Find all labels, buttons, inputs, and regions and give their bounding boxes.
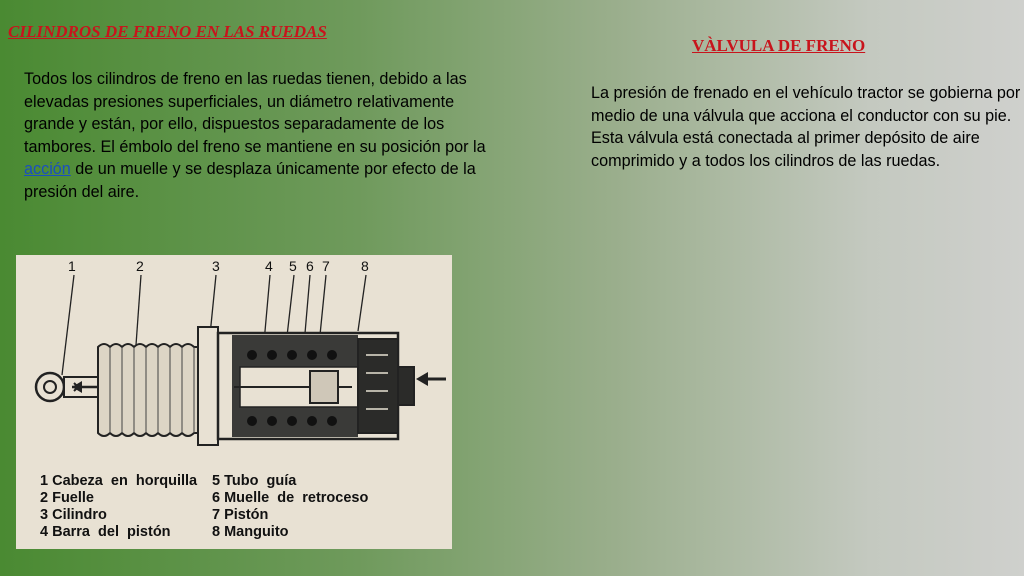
accion-link[interactable]: acción	[24, 160, 71, 179]
left-title: CILINDROS DE FRENO EN LAS RUEDAS	[8, 22, 327, 41]
bellows	[98, 344, 198, 436]
cylinder-body	[198, 327, 446, 445]
part-number-7: 7	[322, 258, 330, 274]
legend-item-2: 2 Fuelle	[40, 490, 94, 506]
right-title: VÀLVULA DE FRENO	[692, 36, 866, 55]
brake-cylinder-diagram	[16, 255, 452, 549]
legend-item-4: 4 Barra del pistón	[40, 524, 171, 540]
right-paragraph: La presión de frenado en el vehículo tractor se gobierna por medio de una válvula que acciona el conductor con su pie. Esta válvula está conectada al primer depósito de aire comprimido y a todos los cilindros de las ruedas.	[591, 84, 1021, 170]
legend-item-6: 6 Muelle de retroceso	[212, 490, 369, 506]
fork-head	[36, 373, 98, 401]
part-number-6: 6	[306, 258, 314, 274]
part-numbers	[68, 258, 369, 274]
legend-item-8: 8 Manguito	[212, 524, 289, 540]
legend-item-1: 1 Cabeza en horquilla	[40, 473, 198, 489]
part-number-2: 2	[136, 258, 144, 274]
part-number-3: 3	[212, 258, 220, 274]
left-text-before: Todos los cilindros de freno en las ruedas tienen, debido a las elevadas presiones superficiales, un diámetro relativamente grande y están, por ello, dispuestos separadamente de los tambores. El émbolo del freno se mantiene en su posición por la	[24, 70, 486, 156]
parts-legend	[40, 473, 368, 540]
left-paragraph	[24, 68, 504, 204]
brake-cylinder-figure	[16, 255, 452, 549]
part-number-4: 4	[265, 258, 273, 274]
part-number-1: 1	[68, 258, 76, 274]
legend-item-3: 3 Cilindro	[40, 507, 107, 523]
legend-item-5: 5 Tubo guía	[212, 473, 297, 489]
legend-item-7: 7 Pistón	[212, 507, 269, 523]
part-number-8: 8	[361, 258, 369, 274]
part-number-5: 5	[289, 258, 297, 274]
left-text-after: de un muelle y se desplaza únicamente por efecto de la presión del aire.	[24, 160, 476, 201]
